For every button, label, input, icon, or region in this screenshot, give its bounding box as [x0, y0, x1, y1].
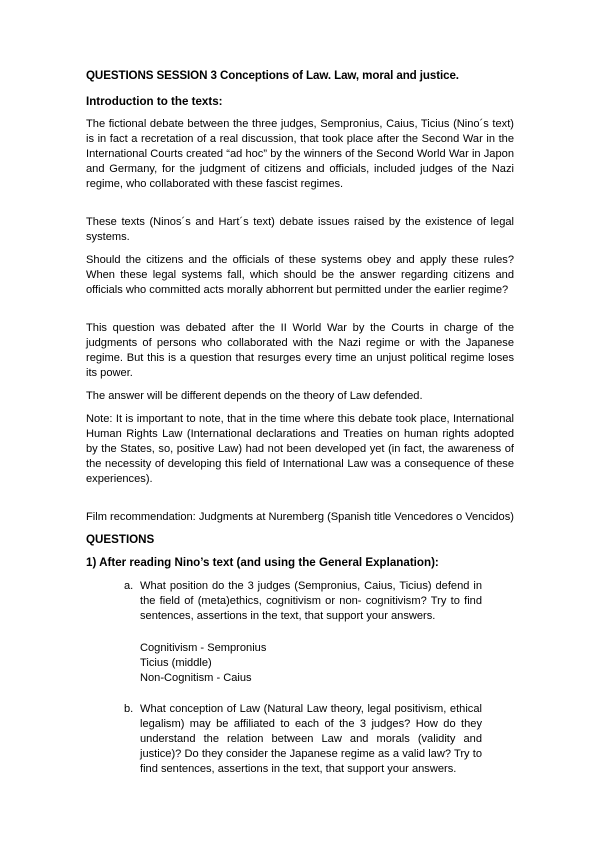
paragraph-obey: Should the citizens and the officials of these systems obey and apply these rules? When these legal systems fall, which should be the answer regarding citizens and officials who committed acts morally abhorrent but permitted under the earlier regime? — [86, 254, 514, 296]
paragraph-answer: The answer will be different depends on the theory of Law defended. — [86, 390, 423, 402]
document-title: QUESTIONS SESSION 3 Conceptions of Law. Law, moral and justice. — [86, 69, 459, 82]
paragraph-texts: These texts (Ninos´s and Hart´s text) debate issues raised by the existence of legal systems. — [86, 216, 514, 243]
item-a-marker: a. — [124, 580, 134, 592]
item-b-text: What conception of Law (Natural Law theory, legal positivism, ethical legalism) may be affiliated to each of the 3 judges? How do they understand the relation between Law and morals (validity and justice)? Do they consider the Japanese regime as a valid law? Try to find sentences, assertions in the text, that support your answers. — [140, 703, 482, 775]
answer-ticius: Ticius (middle) — [140, 657, 212, 669]
paragraph-film: Film recommendation: Judgments at Nuremberg (Spanish title Vencedores o Vencidos) — [86, 511, 514, 523]
item-a-text: What position do the 3 judges (Sempronius, Caius, Ticius) defend in the field of (meta)ethics, cognitivism or non- cognitivism? Try to find sentences, assertions in the text, that support your answers. — [140, 580, 482, 622]
paragraph-note: Note: It is important to note, that in the time where this debate took place, International Human Rights Law (International declarations and Treaties on human rights adopted by the States, so, positive Law) had not been developed yet (in fact, the awareness of the necessity of developing this field of International Law was a consequence of these experiences). — [86, 413, 514, 485]
question1-heading: 1) After reading Nino’s text (and using the General Explanation): — [86, 556, 439, 569]
item-b-marker: b. — [124, 703, 134, 715]
questions-heading: QUESTIONS — [86, 533, 155, 546]
intro-heading: Introduction to the texts: — [86, 95, 223, 108]
answer-non-cognitism: Non-Cognitism - Caius — [140, 672, 252, 684]
item-a-answers — [140, 641, 266, 686]
paragraph-ww2: This question was debated after the II World War by the Courts in charge of the judgments of persons who collaborated with the Nazi regime or with the Japanese regime. But this is a question that resurges every time an unjust political regime loses its power. — [86, 322, 514, 379]
paragraph-debate: The fictional debate between the three judges, Sempronius, Caius, Ticius (Nino´s text) is in fact a recretation of a real discussion, that took place after the Second War in the International Courts created “ad hoc” by the winners of the Second World War in Japon and Germany, for the judgment of citizens and officials, included judges of the Nazi regime, who collaborated with these fascist regimes. — [86, 118, 514, 190]
answer-cognitivism: Cognitivism - Sempronius — [140, 642, 267, 654]
